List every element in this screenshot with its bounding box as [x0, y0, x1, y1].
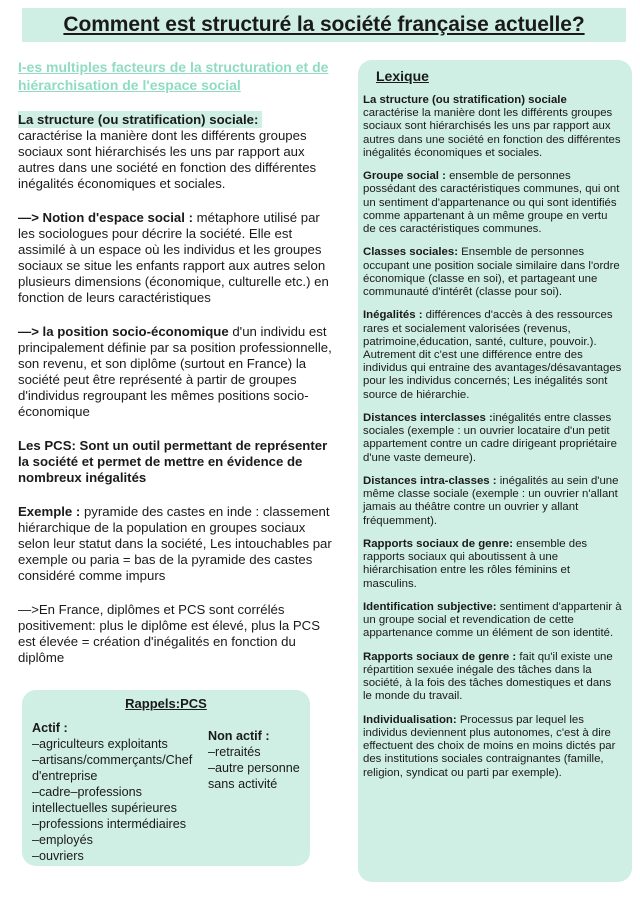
lexique-term: Groupe social :	[363, 170, 446, 183]
lexique-definition: différences d'accès à des ressources rares et socialement valorisées (revenus, patrimoine,éducation, santé, culture, pouvoir.). Autrement dit c'est une différence entre des individus qui entraine des avantages/désavantages pour les individus concernés; Les inégalités sont source de hiérarchie.	[363, 309, 622, 401]
position-heading: —> la position socio-économique	[18, 324, 229, 339]
page-title: Comment est structuré la société française actuelle?	[22, 8, 626, 42]
actif-item: –artisans/commerçants/Chef d'entreprise	[32, 753, 193, 783]
actif-item: –cadre–professions intellectuelles supérieures	[32, 785, 177, 815]
lexique-entries	[363, 94, 623, 790]
lexique-definition: sentiment d'appartenir à un groupe social et revendication de cette appartenance comme un élément de son identité.	[363, 601, 622, 640]
actif-item: –ouvriers	[32, 849, 84, 863]
nonactif-list	[208, 728, 318, 792]
lexique-term: Individualisation:	[363, 713, 457, 726]
actif-item: –employés	[32, 833, 93, 847]
rappels-title: Rappels:PCS	[125, 696, 207, 711]
lexique-definition: caractérise la manière dont les différents groupes sociaux sont hiérarchisés les uns par rapport aux autres dans une société en fonction des différentes inégalités économiques et sociales.	[363, 107, 621, 159]
lexique-definition: ensemble des rapports sociaux qui aboutissent à une hiérarchisation entre les rôles féminins et masculins.	[363, 538, 588, 590]
lexique-term: Identification subjective:	[363, 601, 497, 614]
lexique-entry	[363, 94, 623, 160]
structure-paragraph	[18, 112, 340, 192]
pcs-paragraph: Les PCS: Sont un outil permettant de représenter la société et permet de mettre en évidence de nombreux inégalités	[18, 438, 328, 485]
main-column	[18, 58, 340, 666]
exemple-paragraph	[18, 504, 340, 584]
espace-text: métaphore utilisé par les sociologues pour décrire la société. Elle est assimilé à un espace où les individus et les groupes sociaux se situe les enfants rapport aux autres selon plusieurs dimensions (économique, culturelle etc.) en fonction de leurs caractéristiques	[18, 210, 329, 305]
exemple-heading: Exemple :	[18, 504, 81, 519]
position-paragraph	[18, 324, 340, 420]
lexique-entry	[363, 412, 623, 465]
lexique-entry	[363, 714, 623, 780]
lexique-term: Distances intra-classes :	[363, 475, 497, 488]
lexique-entry	[363, 309, 623, 401]
lexique-definition: Processus par lequel les individus deviennent plus autonomes, c'est à dire effectuent des choix de moins en moins dictés par des institutions sociales contraignantes (famille, religion, syndicat ou parti par exemple).	[363, 713, 616, 779]
section-title: I-es multiples facteurs de la structuration et de hiérarchisation de l'espace social	[18, 59, 329, 93]
lexique-box	[358, 60, 632, 882]
espace-paragraph	[18, 210, 340, 306]
nonactif-label: Non actif :	[208, 729, 270, 743]
france-paragraph: —>En France, diplômes et PCS sont corrélés positivement: plus le diplôme est élevé, plus la PCS est élevée = création d'inégalités en fonction du diplôme	[18, 602, 320, 665]
nonactif-item: –retraités	[208, 745, 261, 759]
lexique-definition: inégalités au sein d'une même classe sociale (exemple : un ouvrier n'allant jamais au théâtre contre un ouvrier y allant fréquemment).	[363, 475, 619, 527]
position-text: d'un individu est principalement définie par sa position professionnelle, son revenu, et son diplôme (surtout en France) la société peut être représenté à partir de groupes d'individus regroupant les mêmes positions socio-économique	[18, 324, 332, 419]
lexique-entry	[363, 538, 623, 591]
structure-heading: La structure (ou stratification) sociale:	[18, 111, 262, 128]
lexique-definition: fait qu'il existe une répartition sexuée inégale des tâches dans la société, à la fois des tâches domestiques et dans le monde du travail.	[363, 650, 613, 703]
lexique-term: La structure (ou stratification) sociale	[363, 94, 567, 106]
lexique-term: Inégalités :	[363, 309, 423, 322]
lexique-term: Rapports sociaux de genre :	[363, 650, 517, 663]
structure-text: caractérise la manière dont les différents groupes sociaux sont hiérarchisés les uns par rapport aux autres dans une société en fonction des différentes inégalités économiques et sociales.	[18, 128, 317, 191]
lexique-entry	[363, 651, 623, 704]
nonactif-item: –autre personne sans activité	[208, 761, 300, 791]
espace-heading: —> Notion d'espace social :	[18, 210, 193, 225]
lexique-entry	[363, 170, 623, 236]
lexique-entry	[363, 475, 623, 528]
rappels-pcs-box	[22, 690, 310, 866]
actif-list	[32, 720, 218, 864]
actif-item: –agriculteurs exploitants	[32, 737, 168, 751]
lexique-definition: inégalités entre classes sociales (exemple : un ouvrier locataire d'un petit appartement contre un cadre dirigeant propriétaire d'une vaste demeure).	[363, 412, 617, 464]
lexique-term: Rapports sociaux de genre:	[363, 538, 514, 551]
actif-label: Actif :	[32, 721, 68, 735]
lexique-entry	[363, 601, 623, 641]
lexique-term: Distances interclasses :	[363, 412, 493, 425]
actif-item: –professions intermédiaires	[32, 817, 186, 831]
lexique-definition: Ensemble de personnes occupant une position sociale similaire dans l'ordre économique (classe en soi), et partageant une communauté d'intérêt (classe pour soi).	[363, 246, 620, 299]
exemple-text: pyramide des castes en inde : classement hiérarchique de la population en groupes sociaux selon leur statut dans la société, Les intouchables par exemple ou paria = bas de la pyramide des castes considéré comme impurs	[18, 504, 332, 583]
lexique-term: Classes sociales:	[363, 246, 458, 259]
lexique-title: Lexique	[376, 68, 429, 84]
lexique-entry	[363, 246, 623, 299]
lexique-definition: ensemble de personnes possédant des caractéristiques communes, qui ont un sentiment d'appartenance ou qui sont identifiés comme appartenant à un même groupe en vertu de ces caractéristiques communes.	[363, 170, 620, 236]
